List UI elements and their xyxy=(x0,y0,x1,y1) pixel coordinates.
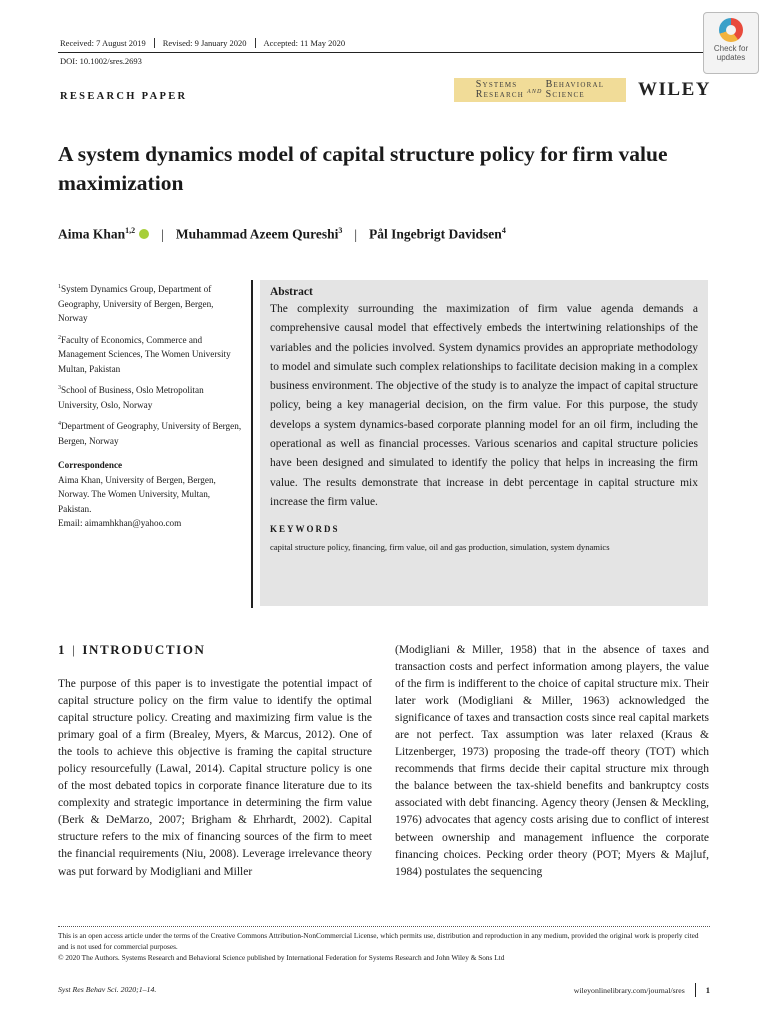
author-affil-sup: 1,2 xyxy=(125,226,136,235)
crossmark-icon xyxy=(719,18,743,42)
correspondence-email[interactable]: Email: aimamhkhan@yahoo.com xyxy=(58,518,182,529)
journal-logo xyxy=(454,78,626,102)
license-footnote xyxy=(58,930,708,964)
author-separator: | xyxy=(161,226,164,242)
license-text: This is an open access article under the terms of the Creative Commons Attribution-NonCommercial License, which permits use, distribution and reproduction in any medium, provided the original work is properly cited and is not used for commercial purposes. xyxy=(58,931,699,952)
article-title: A system dynamics model of capital structure policy for firm value maximization xyxy=(58,142,668,195)
footnote-rule xyxy=(58,926,710,927)
affiliations xyxy=(58,280,244,531)
check-label-line2: updates xyxy=(716,53,746,62)
intro-left-column: The purpose of this paper is to investigate the potential impact of capital structure policy on the firm value to identify the optimal capital structure policy. Creating and maximizing firm value is the primary goal of a firm (Brealey, Myers, & Marcus, 2012). One of the tools to achieve this objective is framing the capital structure policy resourcefully (Lawal, 2014). Capital structure policy is one of the most debated topics in corporate finance literature due to its complexity and strategic importance in determining the firm value (Berk & DeMarzo, 2007; Brigham & Ehrhardt, 2002). Capital structure refers to the mix of financing sources of the firm to meet the financial requirements (Niu, 2008). Leverage irrelevance theory was put forward by Modigliani and Miller xyxy=(58,678,372,878)
author-name[interactable]: Aima Khan$^{1,2}$ xyxy=(58,226,136,242)
author-name[interactable]: Pål Ingebrigt Davidsen$^4$ xyxy=(369,226,506,242)
correspondence-text: Aima Khan, University of Bergen, Bergen, Norway. The Women University, Multan, Pakistan. xyxy=(58,474,216,514)
journal-word-science: Science xyxy=(545,89,585,100)
author-affil-sup: 3 xyxy=(338,226,343,235)
affiliation-item: $^1$System Dynamics Group, Department of Geography, University of Bergen, Bergen, Norway xyxy=(58,284,214,324)
journal-url[interactable]: wileyonlinelibrary.com/journal/sres xyxy=(573,985,685,995)
author-list xyxy=(58,226,506,243)
section-bar: | xyxy=(72,642,77,657)
abstract-divider xyxy=(251,280,253,608)
page-number: 1 xyxy=(705,985,710,995)
abstract-body: The complexity surrounding the maximization of firm value agenda demands a comprehensive causal model that effectively embeds the intertwining relationships of the variables and the policies involved. System dynamics provides an appropriate methodology to model and simulate such complex relationships to facilitate decision making in a complex business environment. The objective of the study is to analyze the impact of capital structure policy, being a key managerial decision, on the firm value. For this purpose, the study develops a system dynamics-based corporate planning model for an oil firm, including the operational as well as financial processes. Various scenarios and capital structure policies have been designed and simulated to identify the policy that helps in increasing the firm value. The results demonstrate that increase in debt percentage in capital structure mix increase the firm value. xyxy=(270,303,698,508)
section-number: 1 xyxy=(58,642,67,657)
correspondence-heading: Correspondence xyxy=(58,460,123,471)
author-affil-sup: 4 xyxy=(501,226,506,235)
section-heading xyxy=(58,642,206,658)
keywords-heading: KEYWORDS xyxy=(270,524,340,535)
article-type: RESEARCH PAPER xyxy=(60,91,188,102)
author-name[interactable]: Muhammad Azeem Qureshi$^3$ xyxy=(175,226,343,242)
journal-word-behavioral: Behavioral xyxy=(545,79,605,90)
doi[interactable]: DOI: 10.1002/sres.2693 xyxy=(60,56,142,66)
revised-date: Revised: 9 January 2020 xyxy=(163,38,256,48)
publisher-logo: WILEY xyxy=(638,79,711,100)
footer-divider xyxy=(695,983,696,997)
abstract-heading: Abstract xyxy=(270,286,313,298)
copyright-text: © 2020 The Authors. Systems Research and Behavioral Science published by International Federation for Systems Research and John Wiley & Sons Ltd xyxy=(58,953,505,963)
journal-word-research: Research xyxy=(475,89,524,100)
header-rule xyxy=(58,52,710,53)
check-label-line1: Check for xyxy=(713,44,749,53)
abstract-box xyxy=(260,280,708,606)
orcid-icon[interactable] xyxy=(139,229,149,239)
author-separator: | xyxy=(354,226,358,242)
affiliation-item: $^4$Department of Geography, University of Bergen, Bergen, Norway xyxy=(58,421,242,446)
journal-amp: and xyxy=(526,85,543,95)
page-footer xyxy=(480,983,710,997)
section-title: INTRODUCTION xyxy=(82,642,206,657)
affiliation-item: $^3$School of Business, Oslo Metropolitan University, Oslo, Norway xyxy=(58,385,204,410)
affiliation-item: $^2$Faculty of Economics, Commerce and Management Sciences, The Women University Multan, Pakistan xyxy=(58,334,231,374)
article-dates xyxy=(60,38,361,48)
journal-word-systems: Systems xyxy=(475,79,518,90)
check-for-updates-button[interactable] xyxy=(703,12,759,74)
keywords-list: capital structure policy, financing, firm value, oil and gas production, simulation, system dynamics xyxy=(270,542,610,553)
accepted-date: Accepted: 11 May 2020 xyxy=(263,38,346,48)
journal-citation: Syst Res Behav Sci. 2020;1–14. xyxy=(58,985,157,994)
received-date: Received: 7 August 2019 xyxy=(60,38,155,48)
intro-right-column: (Modigliani & Miller, 1958) that in the absence of taxes and transaction costs and perfect information among players, the value of the firm is indifferent to the choice of capital structure mix. Their later work (Modigliani & Miller, 1963) acknowledged the significance of taxes and transaction costs since real capital markets are not perfect. Tax assumption was later relaxed (Kraus & Litzenberger, 1973) proposing the trade-off theory (TOT) which recommends that firms decide their capital structure mix through the balance between the tax-shield benefits and bankruptcy costs associated with debt financing. Agency theory (Jensen & Meckling, 1976) advocates that agency costs arising due to conflict of interest between ownership and management influence the corporate financing choices. Pecking order theory (POT; Myers & Majluf, 1984) postulates the sequencing xyxy=(395,644,709,878)
